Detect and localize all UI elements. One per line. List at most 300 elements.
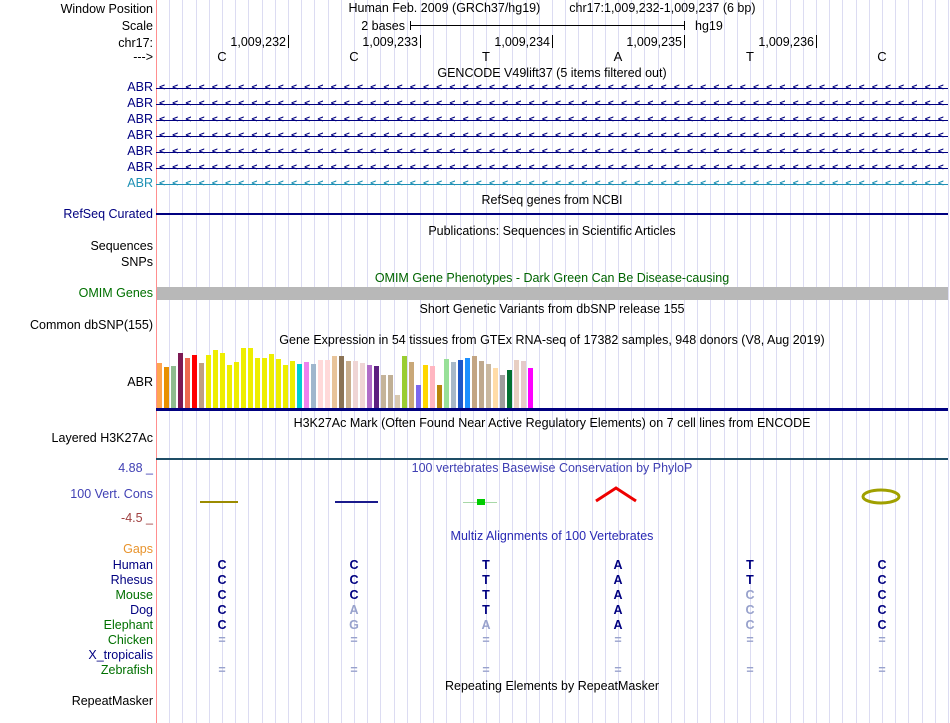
left-arrow-glyph: < (251, 114, 258, 125)
left-arrow-glyph: < (607, 82, 614, 93)
gtex-tissue-bar[interactable] (423, 365, 428, 408)
left-arrow-glyph: < (924, 98, 931, 109)
gencode-transcript-row[interactable] (156, 160, 948, 176)
left-arrow-glyph: < (752, 162, 760, 173)
left-arrow-glyph: < (898, 114, 905, 125)
multiz-base-cell: T (482, 603, 490, 617)
multiz-base-cell: C (745, 588, 755, 602)
left-arrow-glyph: < (330, 130, 337, 141)
left-arrow-glyph: < (898, 178, 905, 189)
left-arrow-glyph: < (185, 130, 192, 141)
left-arrow-glyph: < (845, 114, 852, 125)
gtex-tissue-bar[interactable] (409, 362, 414, 408)
left-arrow-glyph: < (528, 98, 535, 109)
gtex-tissue-bar[interactable] (339, 356, 344, 408)
left-arrow-glyph: < (700, 98, 707, 109)
left-arrow-glyph: < (488, 162, 496, 173)
coordinate-tick (552, 35, 553, 48)
refseq-track-title: RefSeq genes from NCBI (481, 193, 623, 207)
left-arrow-glyph: < (752, 178, 760, 189)
left-arrow-glyph: < (673, 162, 680, 173)
left-arrow-glyph: < (884, 146, 892, 157)
strand-arrow-label[interactable]: ---> (133, 50, 153, 64)
multiz-gaps-label[interactable]: Gaps (123, 542, 153, 556)
left-arrow-glyph: < (396, 162, 403, 173)
left-arrow-glyph: < (343, 130, 350, 141)
gtex-tissue-bar[interactable] (304, 362, 309, 408)
left-arrow-glyph: < (422, 130, 430, 141)
left-arrow-glyph: < (515, 114, 522, 125)
left-arrow-glyph: < (911, 82, 918, 93)
gencode-track-title: GENCODE V49lift37 (5 items filtered out) (437, 66, 667, 80)
gtex-tissue-bar[interactable] (157, 363, 162, 408)
left-arrow-glyph: < (422, 178, 430, 189)
left-arrow-glyph: < (277, 162, 284, 173)
left-arrow-glyph: < (224, 178, 232, 189)
repeatmasker-label[interactable]: RepeatMasker (71, 694, 153, 708)
multiz-species-label[interactable]: Elephant (103, 618, 153, 632)
multiz-base-cell: C (877, 618, 887, 632)
left-arrow-glyph: < (832, 178, 839, 189)
left-arrow-glyph: < (462, 114, 469, 125)
left-arrow-glyph: < (422, 98, 430, 109)
gtex-tissue-bar[interactable] (269, 354, 274, 408)
left-arrow-glyph: < (726, 98, 733, 109)
gtex-tissue-bar[interactable] (325, 360, 330, 408)
gencode-gene-label[interactable]: ABR (127, 80, 153, 94)
multiz-base-cell: A (613, 573, 623, 587)
gtex-tissue-bar[interactable] (500, 375, 505, 408)
left-arrow-glyph: < (185, 178, 192, 189)
left-arrow-glyph: < (198, 178, 205, 189)
left-arrow-glyph: < (554, 82, 562, 93)
gencode-transcript-row[interactable] (156, 128, 948, 144)
gtex-tissue-bar[interactable] (493, 368, 498, 408)
left-arrow-glyph: < (158, 178, 166, 189)
gtex-tissue-bar[interactable] (381, 375, 386, 408)
left-arrow-glyph: < (805, 178, 812, 189)
left-arrow-glyph: < (805, 130, 812, 141)
left-arrow-glyph: < (911, 178, 918, 189)
scale-bar (410, 25, 684, 26)
left-arrow-glyph: < (172, 162, 179, 173)
left-arrow-glyph: < (752, 82, 760, 93)
left-arrow-glyph: < (528, 162, 535, 173)
left-arrow-glyph: < (264, 98, 271, 109)
multiz-species-label[interactable]: Chicken (107, 633, 153, 647)
left-arrow-glyph: < (634, 178, 641, 189)
phylop-track-title: 100 vertebrates Basewise Conservation by PhyloP (411, 461, 693, 475)
multiz-base-cell: A (481, 618, 491, 632)
gtex-tissue-bar[interactable] (451, 362, 456, 408)
omim-genes-label[interactable]: OMIM Genes (78, 286, 153, 300)
gtex-gene-label[interactable]: ABR (127, 375, 153, 389)
left-arrow-glyph: < (502, 82, 509, 93)
left-arrow-glyph: < (937, 178, 944, 189)
gtex-tissue-bar[interactable] (458, 360, 463, 408)
left-arrow-glyph: < (568, 82, 575, 93)
multiz-base-cell: C (217, 588, 227, 602)
common-dbsnp-label[interactable]: Common dbSNP(155) (30, 318, 153, 332)
gtex-tissue-bar[interactable] (206, 355, 211, 408)
gtex-tissue-bar[interactable] (164, 367, 169, 408)
left-arrow-glyph: < (779, 146, 786, 157)
base-letter: T (746, 49, 754, 64)
left-arrow-glyph: < (634, 162, 641, 173)
gtex-tissue-bar[interactable] (465, 358, 470, 408)
left-arrow-glyph: < (647, 82, 654, 93)
left-arrow-glyph: < (251, 178, 258, 189)
multiz-base-cell: C (877, 603, 887, 617)
left-arrow-glyph: < (541, 82, 548, 93)
left-arrow-glyph: < (502, 146, 509, 157)
gtex-tissue-bar[interactable] (430, 366, 435, 408)
gtex-tissue-bar[interactable] (248, 348, 253, 408)
left-arrow-glyph: < (845, 162, 852, 173)
left-arrow-glyph: < (779, 130, 786, 141)
left-arrow-glyph: < (238, 130, 245, 141)
left-arrow-glyph: < (475, 146, 482, 157)
left-arrow-glyph: < (634, 114, 641, 125)
gtex-tissue-bar[interactable] (171, 366, 176, 408)
gtex-tissue-bar[interactable] (297, 364, 302, 408)
left-arrow-glyph: < (409, 114, 416, 125)
left-arrow-glyph: < (660, 114, 667, 125)
coordinate-label: 1,009,233 (362, 35, 418, 49)
left-arrow-glyph: < (475, 162, 482, 173)
left-arrow-glyph: < (264, 114, 271, 125)
multiz-base-cell: A (613, 558, 623, 572)
left-arrow-glyph: < (713, 98, 720, 109)
left-arrow-glyph: < (330, 178, 337, 189)
left-arrow-glyph: < (488, 98, 496, 109)
left-arrow-glyph: < (554, 146, 562, 157)
multiz-base-cell: C (877, 588, 887, 602)
gencode-gene-label[interactable]: ABR (127, 176, 153, 190)
multiz-species-label[interactable]: Rhesus (110, 573, 153, 587)
left-arrow-glyph: < (211, 82, 218, 93)
gtex-tissue-bar[interactable] (199, 363, 204, 408)
omim-gene-bar[interactable] (157, 287, 948, 300)
sequences-label[interactable]: Sequences (90, 239, 153, 253)
multiz-species-label[interactable]: Human (112, 558, 153, 572)
left-arrow-glyph: < (383, 162, 390, 173)
left-arrow-glyph: < (528, 130, 535, 141)
gencode-gene-label[interactable]: ABR (127, 96, 153, 110)
gtex-tissue-bar[interactable] (402, 356, 407, 408)
multiz-base-cell: A (613, 618, 623, 632)
left-arrow-glyph: < (502, 114, 509, 125)
left-arrow-glyph: < (845, 130, 852, 141)
dbsnp-track-title: Short Genetic Variants from dbSNP release 155 (419, 302, 685, 316)
left-arrow-glyph: < (594, 82, 601, 93)
left-arrow-glyph: < (752, 130, 760, 141)
left-arrow-glyph: < (700, 114, 707, 125)
gencode-gene-label[interactable]: ABR (127, 160, 153, 174)
left-arrow-glyph: < (304, 178, 311, 189)
left-arrow-glyph: < (673, 130, 680, 141)
left-arrow-glyph: < (937, 146, 944, 157)
gencode-gene-label[interactable]: ABR (127, 112, 153, 126)
left-arrow-glyph: < (396, 130, 403, 141)
gtex-tissue-bar[interactable] (241, 348, 246, 408)
left-arrow-glyph: < (238, 162, 245, 173)
gtex-tissue-bar[interactable] (346, 361, 351, 408)
gtex-tissue-bar[interactable] (479, 361, 484, 408)
gencode-transcript-row[interactable] (156, 176, 948, 192)
left-arrow-glyph: < (647, 146, 654, 157)
multiz-base-cell: A (613, 588, 623, 602)
left-arrow-glyph: < (449, 162, 456, 173)
gtex-tissue-bar[interactable] (213, 350, 218, 408)
left-arrow-glyph: < (594, 98, 601, 109)
left-arrow-glyph: < (660, 98, 667, 109)
left-arrow-glyph: < (198, 162, 205, 173)
left-arrow-glyph: < (568, 98, 575, 109)
phylop-track-label[interactable]: 100 Vert. Cons (70, 487, 153, 501)
gtex-tissue-bar[interactable] (311, 364, 316, 408)
left-arrow-glyph: < (832, 130, 839, 141)
gtex-tissue-bar[interactable] (290, 361, 295, 408)
h3k27ac-label[interactable]: Layered H3K27Ac (51, 431, 153, 445)
left-arrow-glyph: < (581, 82, 588, 93)
left-arrow-glyph: < (528, 114, 535, 125)
left-arrow-glyph: < (568, 114, 575, 125)
left-arrow-glyph: < (277, 146, 284, 157)
coordinate-label: 1,009,234 (494, 35, 550, 49)
left-arrow-glyph: < (686, 178, 694, 189)
gencode-transcript-row[interactable] (156, 112, 948, 128)
gtex-tissue-bar[interactable] (178, 353, 183, 408)
gtex-tissue-bar[interactable] (507, 370, 512, 408)
left-arrow-glyph: < (264, 178, 271, 189)
left-arrow-glyph: < (383, 146, 390, 157)
left-arrow-glyph: < (937, 98, 944, 109)
gtex-tissue-bar[interactable] (220, 353, 225, 408)
left-arrow-glyph: < (858, 162, 865, 173)
gtex-tissue-bar[interactable] (528, 368, 533, 408)
left-arrow-glyph: < (581, 162, 588, 173)
left-arrow-glyph: < (185, 82, 192, 93)
left-arrow-glyph: < (858, 146, 865, 157)
left-arrow-glyph: < (937, 162, 944, 173)
left-arrow-glyph: < (620, 82, 628, 93)
left-arrow-glyph: < (172, 146, 179, 157)
left-arrow-glyph: < (620, 162, 628, 173)
left-arrow-glyph: < (713, 162, 720, 173)
left-arrow-glyph: < (264, 130, 271, 141)
left-arrow-glyph: < (581, 98, 588, 109)
left-arrow-glyph: < (185, 162, 192, 173)
left-arrow-glyph: < (581, 146, 588, 157)
left-arrow-glyph: < (317, 162, 324, 173)
left-arrow-glyph: < (713, 82, 720, 93)
gtex-tissue-bar[interactable] (353, 361, 358, 408)
gtex-tissue-bar[interactable] (416, 385, 421, 408)
left-arrow-glyph: < (330, 98, 337, 109)
multiz-base-cell: = (482, 663, 490, 677)
coordinate-label: 1,009,235 (626, 35, 682, 49)
multiz-base-cell: C (217, 618, 227, 632)
left-arrow-glyph: < (924, 146, 931, 157)
left-arrow-glyph: < (436, 130, 443, 141)
left-arrow-glyph: < (515, 98, 522, 109)
left-arrow-glyph: < (832, 98, 839, 109)
gtex-tissue-bar[interactable] (367, 365, 372, 408)
left-arrow-glyph: < (462, 82, 469, 93)
multiz-species-label[interactable]: X_tropicalis (88, 648, 153, 662)
left-arrow-glyph: < (356, 162, 364, 173)
left-arrow-glyph: < (884, 162, 892, 173)
left-arrow-glyph: < (713, 146, 720, 157)
gencode-transcript-row[interactable] (156, 96, 948, 112)
left-arrow-glyph: < (290, 146, 298, 157)
gtex-tissue-bar[interactable] (255, 358, 260, 408)
left-arrow-glyph: < (370, 130, 377, 141)
left-arrow-glyph: < (884, 178, 892, 189)
left-arrow-glyph: < (766, 114, 773, 125)
left-arrow-glyph: < (792, 82, 799, 93)
left-arrow-glyph: < (752, 146, 760, 157)
gtex-baseline (156, 408, 948, 411)
gtex-tissue-bar[interactable] (514, 360, 519, 408)
phylop-mark (200, 501, 238, 503)
multiz-species-label[interactable]: Dog (130, 603, 153, 617)
gtex-tissue-bar[interactable] (374, 366, 379, 408)
gtex-tissue-bar[interactable] (276, 359, 281, 408)
gencode-transcript-row[interactable] (156, 144, 948, 160)
left-arrow-glyph: < (317, 98, 324, 109)
gencode-gene-label[interactable]: ABR (127, 144, 153, 158)
gtex-tissue-bar[interactable] (437, 385, 442, 408)
left-arrow-glyph: < (924, 162, 931, 173)
left-arrow-glyph: < (924, 114, 931, 125)
snps-label[interactable]: SNPs (121, 255, 153, 269)
left-arrow-glyph: < (607, 114, 614, 125)
gtex-tissue-bar[interactable] (227, 365, 232, 408)
left-arrow-glyph: < (343, 162, 350, 173)
coordinate-label: 1,009,232 (230, 35, 286, 49)
gtex-tissue-bar[interactable] (262, 358, 267, 408)
left-arrow-glyph: < (409, 162, 416, 173)
gtex-tissue-bar[interactable] (185, 358, 190, 408)
multiz-base-cell: = (746, 663, 754, 677)
left-arrow-glyph: < (158, 162, 166, 173)
left-arrow-glyph: < (172, 178, 179, 189)
left-arrow-glyph: < (409, 146, 416, 157)
gtex-tissue-bar[interactable] (472, 356, 477, 408)
left-arrow-glyph: < (832, 82, 839, 93)
left-arrow-glyph: < (858, 82, 865, 93)
refseq-curated-label[interactable]: RefSeq Curated (63, 207, 153, 221)
multiz-base-cell: A (349, 603, 359, 617)
left-arrow-glyph: < (620, 98, 628, 109)
refseq-gene-bar[interactable] (156, 213, 948, 215)
left-arrow-glyph: < (620, 114, 628, 125)
multiz-species-label[interactable]: Zebrafish (100, 663, 153, 677)
multiz-base-cell: C (217, 573, 227, 587)
left-arrow-glyph: < (766, 98, 773, 109)
gencode-gene-label[interactable]: ABR (127, 128, 153, 142)
gtex-tissue-bar[interactable] (388, 375, 393, 408)
left-arrow-glyph: < (409, 130, 416, 141)
left-arrow-glyph: < (726, 130, 733, 141)
left-arrow-glyph: < (700, 130, 707, 141)
left-arrow-glyph: < (172, 114, 179, 125)
left-arrow-glyph: < (884, 114, 892, 125)
multiz-species-label[interactable]: Mouse (115, 588, 153, 602)
left-arrow-glyph: < (647, 114, 654, 125)
gtex-tissue-bar[interactable] (444, 359, 449, 408)
gtex-tissue-bar[interactable] (318, 360, 323, 408)
left-arrow-glyph: < (211, 178, 218, 189)
left-arrow-glyph: < (673, 114, 680, 125)
left-arrow-glyph: < (409, 178, 416, 189)
left-arrow-glyph: < (713, 114, 720, 125)
left-arrow-glyph: < (224, 130, 232, 141)
left-arrow-glyph: < (515, 82, 522, 93)
multiz-base-cell: = (878, 633, 886, 647)
left-arrow-glyph: < (713, 178, 720, 189)
left-arrow-glyph: < (805, 114, 812, 125)
h3k27ac-baseline (156, 458, 948, 460)
left-arrow-glyph: < (845, 82, 852, 93)
gtex-tissue-bar[interactable] (360, 363, 365, 408)
left-arrow-glyph: < (541, 146, 548, 157)
left-arrow-glyph: < (541, 130, 548, 141)
left-arrow-glyph: < (304, 98, 311, 109)
multiz-base-cell: = (878, 663, 886, 677)
left-arrow-glyph: < (488, 178, 496, 189)
gtex-tissue-bar[interactable] (332, 356, 337, 408)
left-arrow-glyph: < (871, 114, 878, 125)
left-arrow-glyph: < (251, 82, 258, 93)
left-arrow-glyph: < (488, 114, 496, 125)
scale-genome: hg19 (695, 19, 723, 33)
left-arrow-glyph: < (158, 82, 166, 93)
gtex-tissue-bar[interactable] (486, 364, 491, 408)
left-arrow-glyph: < (792, 178, 799, 189)
multiz-base-cell: = (746, 633, 754, 647)
h3k27ac-track-title: H3K27Ac Mark (Often Found Near Active Regulatory Elements) on 7 cell lines from ENCODE (293, 416, 811, 430)
left-arrow-glyph: < (422, 82, 430, 93)
left-arrow-glyph: < (739, 82, 746, 93)
left-arrow-glyph: < (898, 82, 905, 93)
grid-line (948, 0, 949, 723)
gtex-tissue-bar[interactable] (234, 362, 239, 408)
left-arrow-glyph: < (198, 146, 205, 157)
left-arrow-glyph: < (541, 178, 548, 189)
gtex-tissue-bar[interactable] (283, 365, 288, 408)
gtex-tissue-bar[interactable] (521, 361, 526, 408)
multiz-base-cell: = (482, 633, 490, 647)
repeatmasker-track-title: Repeating Elements by RepeatMasker (444, 679, 659, 693)
left-arrow-glyph: < (422, 146, 430, 157)
left-arrow-glyph: < (211, 114, 218, 125)
left-arrow-glyph: < (238, 146, 245, 157)
gencode-transcript-row[interactable] (156, 80, 948, 96)
left-arrow-glyph: < (779, 98, 786, 109)
left-arrow-glyph: < (488, 82, 496, 93)
left-arrow-glyph: < (317, 82, 324, 93)
multiz-base-cell: C (349, 558, 359, 572)
window-position-label: Window Position (60, 2, 153, 16)
gtex-tissue-bar[interactable] (395, 395, 400, 408)
left-arrow-glyph: < (475, 98, 482, 109)
left-arrow-glyph: < (607, 162, 614, 173)
gtex-tissue-bar[interactable] (192, 355, 197, 408)
left-arrow-glyph: < (370, 146, 377, 157)
